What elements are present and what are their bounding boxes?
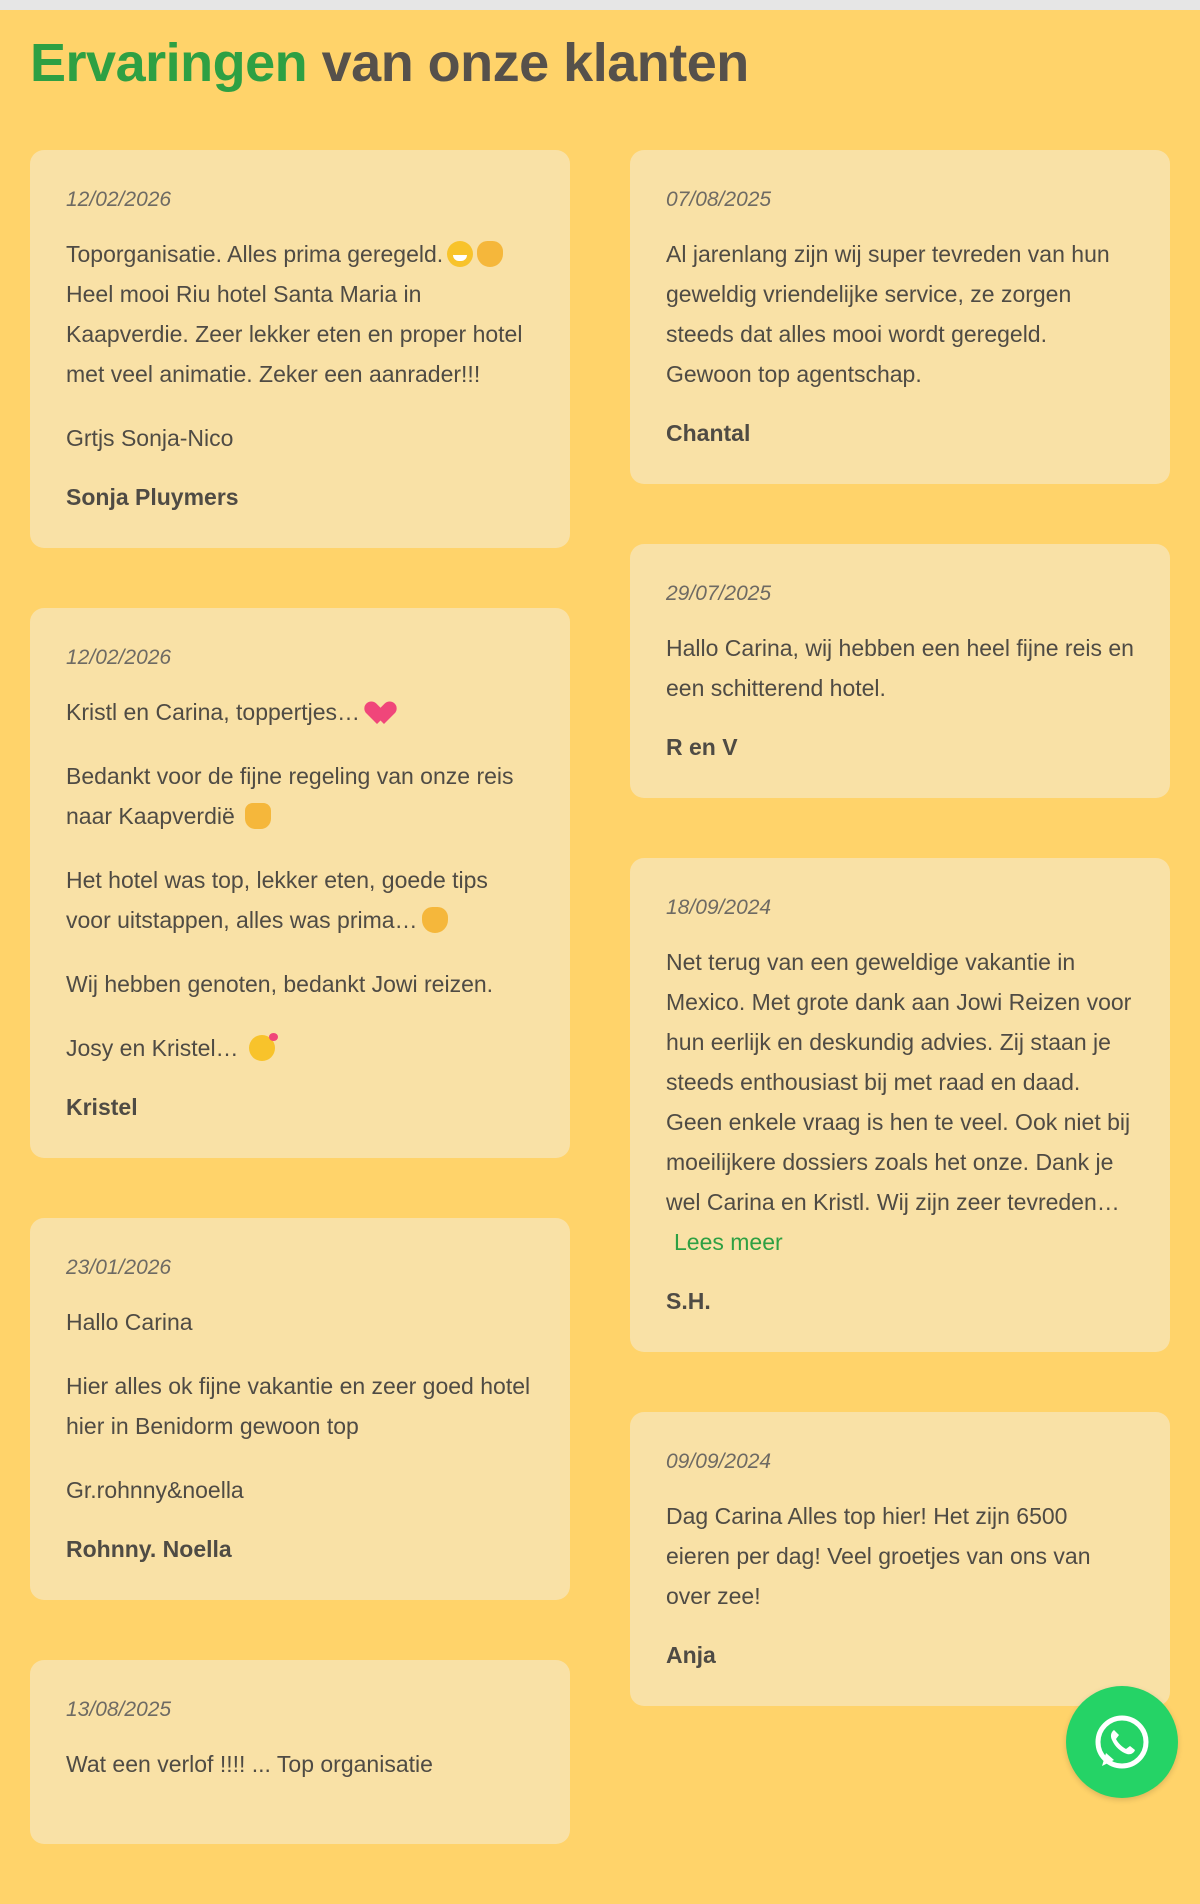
testimonial-text: Wij hebben genoten, bedankt Jowi reizen. [66,971,494,997]
testimonial-date: 18/09/2024 [666,896,772,919]
grinning-emoji-icon [447,241,473,267]
browser-top-strip [0,0,1200,10]
ok-hand-emoji-icon [477,241,503,267]
testimonial-text-line: Kristl en Carina, toppertjes… [66,699,361,725]
testimonial-text [66,1028,534,1068]
kissing-emoji-icon [249,1035,275,1061]
read-more-link[interactable]: Lees meer [674,1229,783,1255]
testimonial-text [66,692,534,732]
testimonial-author: S.H. [666,1288,711,1314]
testimonial-author: Chantal [666,420,751,446]
testimonial-card [30,150,570,548]
testimonial-card [30,608,570,1158]
testimonial-text: Hallo Carina, wij hebben een heel fijne reis en een schitterend hotel. [666,635,1134,701]
testimonials-left-column [30,150,570,1904]
testimonial-card [630,1412,1170,1706]
heart-emoji-icon [370,699,398,725]
testimonial-text: Hier alles ok fijne vakantie en zeer goed hotel hier in Benidorm gewoon top [66,1373,531,1439]
thumbs-up-emoji-icon [245,803,271,829]
testimonial-text-line: Bedankt voor de fijne regeling van onze reis naar Kaapverdië [66,763,514,829]
testimonial-text [66,860,534,940]
testimonial-text: Hallo Carina [66,1309,193,1335]
testimonial-card [30,1660,570,1844]
testimonial-text-line: Josy en Kristel… [66,1035,239,1061]
testimonial-text-line: Toporganisatie. Alles prima geregeld. [66,241,444,267]
testimonial-date: 12/02/2026 [66,188,172,211]
testimonial-date: 23/01/2026 [66,1256,172,1279]
ok-hand-emoji-icon [422,907,448,933]
testimonial-card [630,858,1170,1352]
testimonial-text-line: Heel mooi Riu hotel Santa Maria in Kaapverdie. Zeer lekker eten en proper hotel met veel animatie. Zeker een aanrader!!! [66,281,523,387]
page-title [30,28,749,98]
testimonial-text [666,942,1134,1262]
page-title-rest: van onze klanten [321,33,749,93]
testimonial-author: Sonja Pluymers [66,484,239,510]
testimonials-right-column [630,150,1170,1766]
testimonial-text-line: Het hotel was top, lekker eten, goede tips voor uitstappen, alles was prima… [66,867,488,933]
testimonial-date: 07/08/2025 [666,188,772,211]
testimonial-text: Al jarenlang zijn wij super tevreden van hun geweldig vriendelijke service, ze zorgen steeds dat alles mooi wordt geregeld. Gewoon top agentschap. [666,241,1110,387]
whatsapp-button[interactable] [1066,1686,1178,1798]
testimonial-text-line: Net terug van een geweldige vakantie in Mexico. Met grote dank aan Jowi Reizen voor hun eerlijk en deskundig advies. Zij staan je steeds enthousiast bij met raad en daad. Geen enkele vraag is hen te veel. Ook niet bij moeilijkere dossiers zoals het onze. Dank je wel Carina en Kristl. Wij zijn zeer tevreden… [666,949,1132,1215]
testimonial-author: R en V [666,734,738,760]
testimonial-card [630,544,1170,798]
testimonial-text: Grtjs Sonja-Nico [66,425,234,451]
testimonial-card [630,150,1170,484]
testimonial-date: 13/08/2025 [66,1698,172,1721]
testimonial-date: 12/02/2026 [66,646,172,669]
testimonial-author: Kristel [66,1094,138,1120]
testimonial-text [66,756,534,836]
testimonial-date: 29/07/2025 [666,582,772,605]
whatsapp-icon [1090,1710,1154,1774]
testimonial-text: Dag Carina Alles top hier! Het zijn 6500 eieren per dag! Veel groetjes van ons van over zee! [666,1503,1091,1609]
testimonial-text: Gr.rohnny&noella [66,1477,244,1503]
testimonial-text: Wat een verlof !!!! ... Top organisatie [66,1751,433,1777]
testimonial-text [66,234,534,394]
testimonial-author: Anja [666,1642,716,1668]
testimonial-date: 09/09/2024 [666,1450,772,1473]
page-title-accent: Ervaringen [30,33,308,93]
testimonial-card [30,1218,570,1600]
testimonial-author: Rohnny. Noella [66,1536,232,1562]
